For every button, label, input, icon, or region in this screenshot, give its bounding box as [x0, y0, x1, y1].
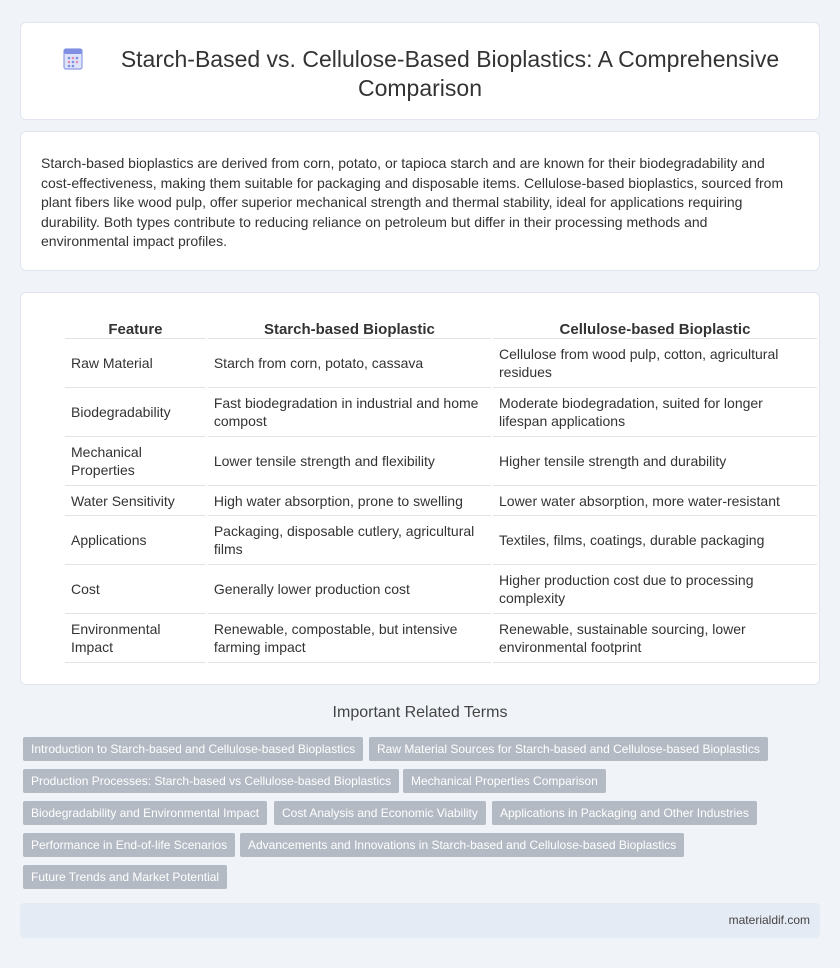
- related-term-tag[interactable]: Performance in End-of-life Scenarios: [23, 833, 235, 857]
- table-row: [65, 486, 817, 516]
- table-row: [65, 388, 817, 437]
- cellulose-cell: Cellulose from wood pulp, cotton, agricultural residues: [493, 339, 817, 388]
- page-title-line-1: Starch-Based vs. Cellulose-Based Bioplastics: A Comprehensive: [120, 46, 780, 72]
- table-row: [65, 614, 817, 663]
- feature-cell: Applications: [65, 516, 206, 565]
- starch-cell: Lower tensile strength and flexibility: [208, 437, 491, 486]
- intro-paragraph: Starch-based bioplastics are derived from corn, potato, or tapioca starch and are known for their biodegradability and cost-effectiveness, making them suitable for packaging and disposable items. Cellulose-based bioplastics, sourced from plant fibers like wood pulp, offer superior mechanical strength and thermal stability, ideal for applications requiring durability. Both types contribute to reducing reliance on petroleum but differ in their processing methods and environmental impact profiles.: [41, 155, 784, 249]
- feature-cell: Water Sensitivity: [65, 486, 206, 516]
- related-term-tag[interactable]: Advancements and Innovations in Starch-based and Cellulose-based Bioplastics: [240, 833, 684, 857]
- starch-cell: Generally lower production cost: [208, 565, 491, 614]
- table-row: [65, 437, 817, 486]
- starch-cell: High water absorption, prone to swelling: [208, 486, 491, 516]
- header-card: [20, 22, 820, 120]
- page-title-line-2: Comparison: [358, 75, 482, 101]
- feature-cell: Raw Material: [65, 339, 206, 388]
- related-terms-heading: Important Related Terms: [332, 704, 508, 721]
- table-row: [65, 565, 817, 614]
- column-header-cellulose: Cellulose-based Bioplastic: [493, 314, 817, 339]
- related-term-tag[interactable]: Applications in Packaging and Other Industries: [492, 801, 757, 825]
- starch-cell: Renewable, compostable, but intensive farming impact: [208, 614, 491, 663]
- feature-cell: Biodegradability: [65, 388, 206, 437]
- related-term-tag[interactable]: Cost Analysis and Economic Viability: [274, 801, 486, 825]
- cellulose-cell: Lower water absorption, more water-resistant: [493, 486, 817, 516]
- comparison-table: [63, 314, 819, 663]
- cellulose-cell: Textiles, films, coatings, durable packaging: [493, 516, 817, 565]
- related-term-tag[interactable]: Introduction to Starch-based and Cellulose-based Bioplastics: [23, 737, 363, 761]
- starch-cell: Starch from corn, potato, cassava: [208, 339, 491, 388]
- cellulose-cell: Higher tensile strength and durability: [493, 437, 817, 486]
- cellulose-cell: Renewable, sustainable sourcing, lower environmental footprint: [493, 614, 817, 663]
- page-title: [21, 45, 819, 103]
- related-term-tag[interactable]: Future Trends and Market Potential: [23, 865, 227, 889]
- table-row: [65, 339, 817, 388]
- footer-site-link[interactable]: materialdif.com: [728, 913, 810, 927]
- starch-cell: Fast biodegradation in industrial and home compost: [208, 388, 491, 437]
- related-term-tag[interactable]: Mechanical Properties Comparison: [403, 769, 606, 793]
- column-header-starch: Starch-based Bioplastic: [208, 314, 491, 339]
- related-term-tag[interactable]: Biodegradability and Environmental Impact: [23, 801, 267, 825]
- table-header-row: [65, 314, 817, 339]
- intro-card: [20, 131, 820, 271]
- related-term-tag[interactable]: Raw Material Sources for Starch-based and Cellulose-based Bioplastics: [369, 737, 768, 761]
- cellulose-cell: Moderate biodegradation, suited for longer lifespan applications: [493, 388, 817, 437]
- column-header-feature: Feature: [65, 314, 206, 339]
- starch-cell: Packaging, disposable cutlery, agricultural films: [208, 516, 491, 565]
- cellulose-cell: Higher production cost due to processing complexity: [493, 565, 817, 614]
- comparison-table-card: [20, 292, 820, 685]
- feature-cell: Environmental Impact: [65, 614, 206, 663]
- feature-cell: Cost: [65, 565, 206, 614]
- table-row: [65, 516, 817, 565]
- related-term-tag[interactable]: Production Processes: Starch-based vs Cellulose-based Bioplastics: [23, 769, 399, 793]
- feature-cell: Mechanical Properties: [65, 437, 206, 486]
- footer-bar: [20, 903, 820, 938]
